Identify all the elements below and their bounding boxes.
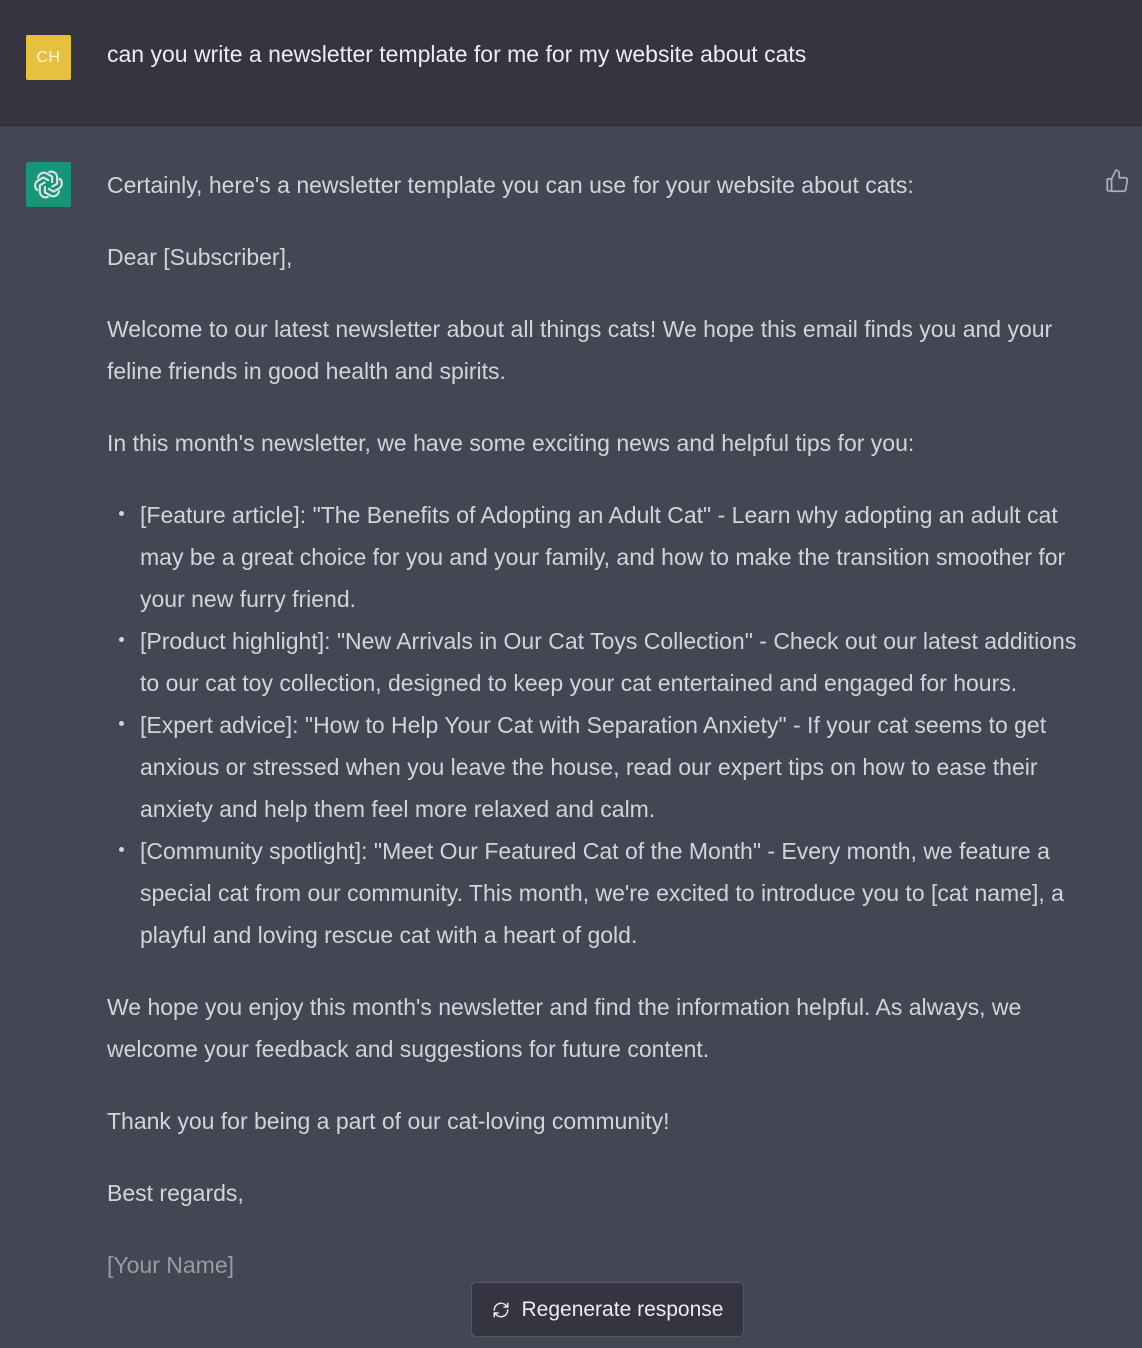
thanks-paragraph: Thank you for being a part of our cat-loving community! bbox=[107, 1108, 670, 1134]
user-avatar-initials: CH bbox=[36, 48, 61, 66]
intro-paragraph: Certainly, here's a newsletter template you can use for your website about cats: bbox=[107, 172, 914, 198]
signature-paragraph: [Your Name] bbox=[107, 1252, 234, 1278]
list-item: [Community spotlight]: "Meet Our Featured Cat of the Month" - Every month, we feature a special cat from our community. This month, we're excited to introduce you to [cat name], a playful and loving rescue cat with a heart of gold. bbox=[140, 830, 1097, 956]
thumbs-up-icon[interactable] bbox=[1104, 168, 1130, 194]
greeting-paragraph: Dear [Subscriber], bbox=[107, 244, 293, 270]
list-item: [Product highlight]: "New Arrivals in Our Cat Toys Collection" - Check out our latest additions to our cat toy collection, designed to keep your cat entertained and engaged for hours. bbox=[140, 620, 1097, 704]
assistant-message-row bbox=[0, 126, 1142, 1348]
newsletter-items-list bbox=[107, 494, 1097, 956]
closing-paragraph: We hope you enjoy this month's newsletter and find the information helpful. As always, we welcome your feedback and suggestions for future content. bbox=[107, 994, 1022, 1062]
lead-in-paragraph: In this month's newsletter, we have some exciting news and helpful tips for you: bbox=[107, 430, 915, 456]
assistant-avatar bbox=[26, 162, 71, 207]
assistant-message-content bbox=[107, 164, 1097, 1316]
regenerate-response-button[interactable] bbox=[471, 1282, 744, 1337]
refresh-icon bbox=[492, 1301, 510, 1319]
signoff-paragraph: Best regards, bbox=[107, 1180, 244, 1206]
list-item: [Expert advice]: "How to Help Your Cat with Separation Anxiety" - If your cat seems to get anxious or stressed when you leave the house, read our expert tips on how to ease their anxiety and help them feel more relaxed and calm. bbox=[140, 704, 1097, 830]
welcome-paragraph: Welcome to our latest newsletter about all things cats! We hope this email finds you and your feline friends in good health and spirits. bbox=[107, 316, 1053, 384]
openai-logo-icon bbox=[32, 168, 65, 201]
user-message-row bbox=[0, 0, 1142, 126]
user-avatar bbox=[26, 35, 71, 80]
regenerate-response-label: Regenerate response bbox=[521, 1297, 724, 1321]
list-item: [Feature article]: "The Benefits of Adopting an Adult Cat" - Learn why adopting an adult cat may be a great choice for you and your family, and how to make the transition smoother for your new furry friend. bbox=[140, 494, 1097, 620]
user-message-text: can you write a newsletter template for me for my website about cats bbox=[107, 41, 807, 67]
